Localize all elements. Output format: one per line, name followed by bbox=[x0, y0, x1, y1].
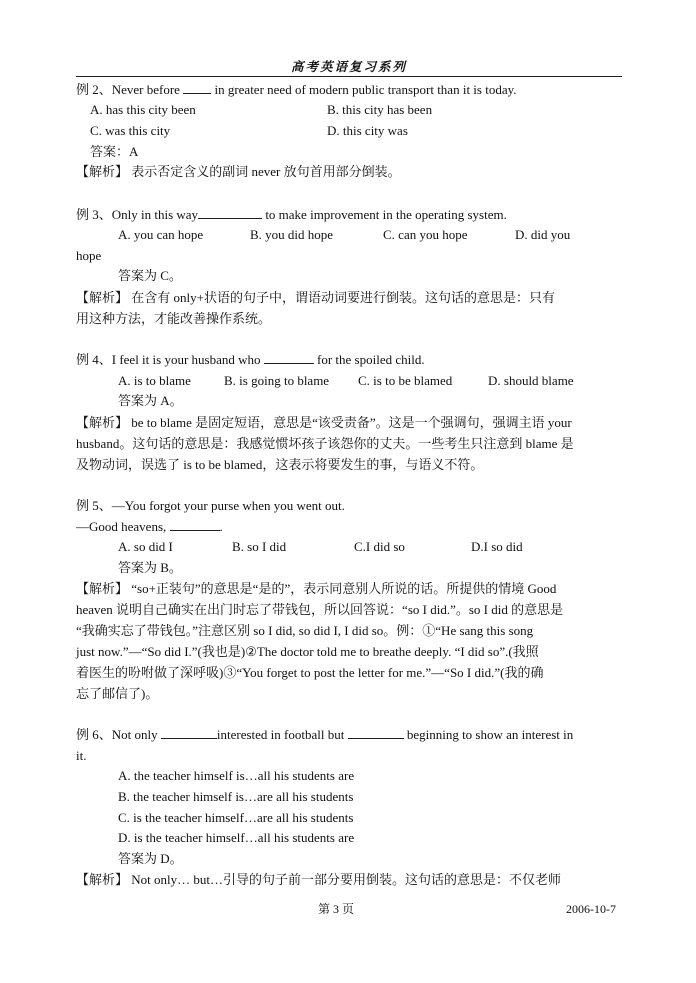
question-6: 例 6、Not only interested in football but beginning to show an interest in bbox=[76, 727, 574, 742]
analysis-4-line-1: 【解析】 be to blame 是固定短语，意思是“该受责备”。这是一个强调句，强调主语 your bbox=[76, 415, 572, 430]
header-title: 高考英语复习系列 bbox=[290, 60, 407, 74]
analysis-5-line-5: 着医生的吩咐做了深呼吸)③“You forget to post the letter for me.”—“So I did.”(我的确 bbox=[76, 665, 544, 680]
analysis-5-line-2: heaven 说明自己确实在出门时忘了带钱包，所以回答说：“so I did.”。so I did 的意思是 bbox=[76, 602, 564, 617]
option-c: C. is the teacher himself…are all his students bbox=[118, 810, 354, 825]
answer-4: 答案为 A。 bbox=[118, 393, 183, 408]
option-a: A. so did I bbox=[118, 539, 173, 554]
analysis-4-line-3: 及物动词，误选了 is to be blamed，这表示将要发生的事，与语义不符。 bbox=[76, 457, 484, 472]
option-a: A. is to blame bbox=[118, 373, 191, 388]
option-b: B. the teacher himself is…are all his students bbox=[118, 789, 354, 804]
option-a: A. has this city been bbox=[90, 102, 196, 117]
analysis-2: 【解析】 表示否定含义的副词 never 放句首用部分倒装。 bbox=[76, 164, 401, 179]
question-3: 例 3、Only in this way to make improvement in the operating system. bbox=[76, 207, 507, 222]
analysis-5-line-1: 【解析】 “so+正装句”的意思是“是的”，表示同意别人所说的话。所提供的情境 Good bbox=[76, 581, 557, 596]
header-rule bbox=[76, 76, 622, 77]
analysis-5-line-3: “我确实忘了带钱包。”注意区别 so I did, so did I, I did so。例：①“He sang this song bbox=[76, 623, 534, 638]
question-2: 例 2、Never before in greater need of modern public transport than it is today. bbox=[76, 82, 517, 97]
option-a: A. you can hope bbox=[118, 227, 204, 242]
answer-blank bbox=[170, 519, 220, 531]
answer-blank bbox=[264, 352, 314, 364]
option-b: B. you did hope bbox=[250, 227, 334, 242]
option-b: B. this city has been bbox=[327, 102, 433, 117]
option-d: D. should blame bbox=[488, 373, 574, 388]
option-d-continued: hope bbox=[76, 248, 102, 263]
question-4: 例 4、I feel it is your husband who for the spoiled child. bbox=[76, 352, 425, 367]
question-5-line-1: 例 5、—You forgot your purse when you went out. bbox=[76, 498, 345, 513]
page-number: 第 3 页 bbox=[318, 902, 355, 916]
option-d: D. did you bbox=[515, 227, 571, 242]
analysis-4-line-2: husband。这句话的意思是：我感觉惯坏孩子该怨你的丈夫。一些考生只注意到 blame 是 bbox=[76, 436, 574, 451]
analysis-5-line-4: just now.”—“So did I.”(我也是)②The doctor told me to breathe deeply. “I did so”.(我照 bbox=[76, 644, 539, 659]
answer-blank bbox=[161, 727, 217, 739]
answer-6: 答案为 D。 bbox=[118, 851, 183, 866]
analysis-3-line-1: 【解析】 在含有 only+状语的句子中，谓语动词要进行倒装。这句话的意思是：只有 bbox=[76, 290, 555, 305]
option-c: C. can you hope bbox=[383, 227, 468, 242]
option-c: C. was this city bbox=[90, 123, 171, 138]
answer-blank bbox=[183, 82, 211, 94]
answer-blank bbox=[348, 727, 404, 739]
option-d: D.I so did bbox=[471, 539, 523, 554]
option-c: C.I did so bbox=[354, 539, 405, 554]
answer-2: 答案：A bbox=[90, 144, 139, 159]
analysis-5-line-6: 忘了邮信了)。 bbox=[76, 686, 159, 701]
analysis-3-line-2: 用这种方法，才能改善操作系统。 bbox=[76, 311, 272, 326]
answer-5: 答案为 B。 bbox=[118, 560, 182, 575]
option-b: B. so I did bbox=[232, 539, 287, 554]
footer-date: 2006-10-7 bbox=[566, 902, 616, 916]
option-a: A. the teacher himself is…all his students are bbox=[118, 768, 355, 783]
option-c: C. is to be blamed bbox=[358, 373, 453, 388]
analysis-6-line-1: 【解析】 Not only… but…引导的句子前一部分要用倒装。这句话的意思是：不仅老师 bbox=[76, 872, 561, 887]
option-d: D. is the teacher himself…all his students are bbox=[118, 830, 355, 845]
answer-3: 答案为 C。 bbox=[118, 268, 182, 283]
option-d: D. this city was bbox=[327, 123, 408, 138]
option-b: B. is going to blame bbox=[224, 373, 330, 388]
answer-blank bbox=[198, 207, 262, 219]
question-5-line-2: —Good heavens, . bbox=[76, 519, 223, 534]
question-6-continued: it. bbox=[76, 748, 87, 763]
